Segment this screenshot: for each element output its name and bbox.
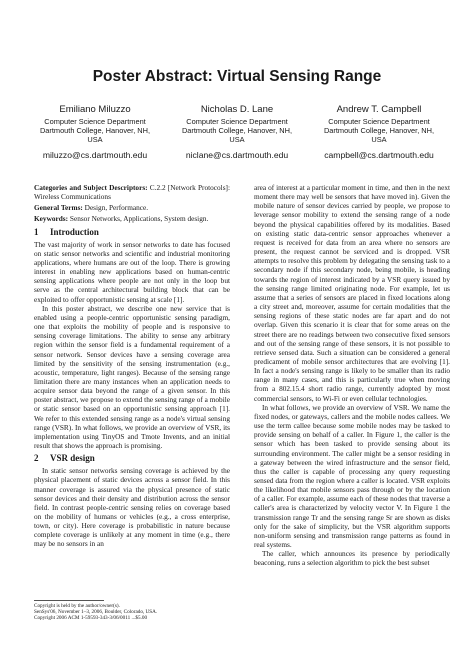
author-name: Nicholas D. Lane: [200, 104, 274, 115]
footnote-line: Copyright 2006 ACM 1-59593-343-3/06/0011 ...$5.00: [34, 615, 148, 622]
terms-line: [34, 203, 230, 212]
section-heading-vsr-design: [34, 453, 230, 464]
body-paragraph: In what follows, we provide an overview of VSR. We name the fixed nodes, or gateways, callers and the mobile nodes callees. We use the term callee because some mobile nodes may be tasked to provide sensing on behalf of a caller. In Figure 1, the caller is the sensor which has been tasked to provide sensing about its surrounding environment. The caller might be a sensor residing in a gateway between the wired infrastructure and the sensor field, thus the caller is capable of processing any query requesting sensed data from the region where a caller is located. VSR exploits the likelihood that mobile sensors pass through or by the location of a caller. For example, assume each of these nodes that traverse a caller's area is characterized by velocity vector V. In Figure 1 the transmission range Tr and the sensing range Sr are shown as disks only for the sake of simplicity, but the VSR algorithm supports non-uniform sensing and transmission range patterns as found in real systems.: [254, 402, 450, 550]
author-1: [30, 104, 160, 161]
author-institution: Dartmouth College, Hanover, NH,: [39, 126, 151, 136]
footnote-line: SenSys'06, November 1–3, 2006, Boulder, Colorado, USA.: [34, 609, 158, 616]
author-department: Computer Science Department: [328, 117, 430, 126]
author-country: USA: [229, 135, 245, 145]
footnote-line: Copyright is held by the author/owner(s).: [34, 603, 120, 609]
author-country: USA: [87, 135, 103, 145]
author-institution: Dartmouth College, Hanover, NH,: [323, 126, 435, 136]
author-3: [314, 104, 444, 161]
section-title: VSR design: [50, 453, 95, 464]
author-email: miluzzo@cs.dartmouth.edu: [42, 149, 148, 160]
terms-text: Design, Performance.: [84, 203, 149, 213]
body-paragraph: area of interest at a particular moment in time, and then in the next moment there may well be sensors that have moved in). Given the mobile nature of sensor devices carried by people, we propose to leverage sensor mobility to extend the sensing range of a node beyond the physical capabilities offered by its modalities. Based on existing static data-centric sensor approaches whenever a request is received for data from an area where no sensors are present, the request cannot be serviced and is dropped. VSR attempts to resolve this problem by delegating the sensing task to a secondary node if this secondary node, being mobile, is heading towards the region of interest indicated by a VSR query issued by the sensing range limited originating node. For example, let us assume that a series of sensors are placed in fixed locations along a city street and, moreover, assume for certain modalities that the sensing regions of these static nodes are far apart and do not overlap. Given this scenario it is clear that for some areas on the street there are no readings between two consecutive fixed sensors and out of the sensing range of these sensors, it is not possible to retrieve sensed data. Such a situation can be considered a general predicament of mobile sensor architectures that are evolving [1]. In fact a node's sensing range is likely to be smaller than its radio range in many cases, and this is particularly true when moving from a 802.15.4 short radio range, currently adopted by most commercial sensors, to Wi-Fi or even cellular technologies.: [254, 183, 450, 403]
author-block: [30, 104, 444, 161]
categories-text: C.2.2 [Network Protocols]: Wireless Communications: [34, 183, 230, 202]
categories-line: [34, 183, 230, 201]
author-department: Computer Science Department: [186, 117, 288, 126]
paper-title: Poster Abstract: Virtual Sensing Range: [92, 68, 382, 85]
body-paragraph: In static sensor networks sensing coverage is achieved by the physical placement of static devices across a sensor field. In this manner coverage is assured via the physical presence of static sensor devices and their density and distribution across the sensor field. In contrast people-centric sensing relies on coverage based on the mobility of humans or vehicles (e.g., a cross enterprise, town, or city). Here coverage is probabilistic in nature because complete coverage is unlikely at any moment in time (e.g., there may be no sensors in an: [34, 466, 230, 549]
author-email: campbell@cs.dartmouth.edu: [324, 149, 434, 160]
keywords-label: Keywords:: [34, 214, 69, 224]
body-paragraph: In this poster abstract, we describe one new service that is enabled using a people-centric opportunistic sensing paradigm, one that exploits the mobility of people and is responsive to sensing coverage limitations. The ability to sense any arbitrary region within the sensor field is a fundamental requirement of a sensor network. Sensor devices have a sensing coverage area limited by the sensitivity of the sensing instrumentation (e.g., acoustic, temperature, light ranges). Because of the sensing range limitation there are many instances when an application needs to acquire sensor data beyond the range of a given sensor. In this poster abstract, we propose to extend the sensing range of a mobile or static sensor based on an opportunistic sensing approach [1]. We refer to this extended sensing range as a node's virtual sensing range (VSR). In what follows, we provide an overview of VSR, its implementation using TinyOS and Tmote Invents, and an initial result that shows the approach is promising.: [34, 303, 230, 451]
section-heading-introduction: [34, 227, 230, 238]
copyright-footnote: [34, 603, 230, 622]
body-paragraph: The caller, which announces its presence by periodically beaconing, runs a selection algorithm to pick the best subset: [254, 549, 450, 568]
body-paragraph: The vast majority of work in sensor networks to date has focused on static sensor networks and scientific and industrial monitoring applications, where humans are out of the loop. There is growing interest in enabling new applications based on human-centric sensing applications where people are not only in the loop but serve as the central architectural building block that can be exploited to offer opportunistic sensing at scale [1].: [34, 239, 230, 304]
categories-label: Categories and Subject Descriptors:: [34, 183, 148, 192]
section-title: Introduction: [50, 226, 99, 237]
author-institution: Dartmouth College, Hanover, NH,: [181, 126, 293, 136]
section-number: 2: [34, 453, 39, 464]
author-name: Emiliano Miluzzo: [59, 104, 131, 115]
author-email: niclane@cs.dartmouth.edu: [185, 149, 289, 160]
keywords-text: Sensor Networks, Applications, System design.: [69, 214, 209, 224]
right-column: [254, 183, 450, 568]
keywords-line: [34, 214, 230, 223]
section-number: 1: [34, 226, 39, 237]
author-country: USA: [371, 135, 387, 145]
author-name: Andrew T. Campbell: [336, 104, 422, 115]
footnote-divider: [34, 600, 104, 601]
left-column: [34, 183, 230, 549]
author-2: [172, 104, 302, 161]
terms-label: General Terms:: [34, 203, 83, 213]
author-department: Computer Science Department: [44, 117, 146, 126]
